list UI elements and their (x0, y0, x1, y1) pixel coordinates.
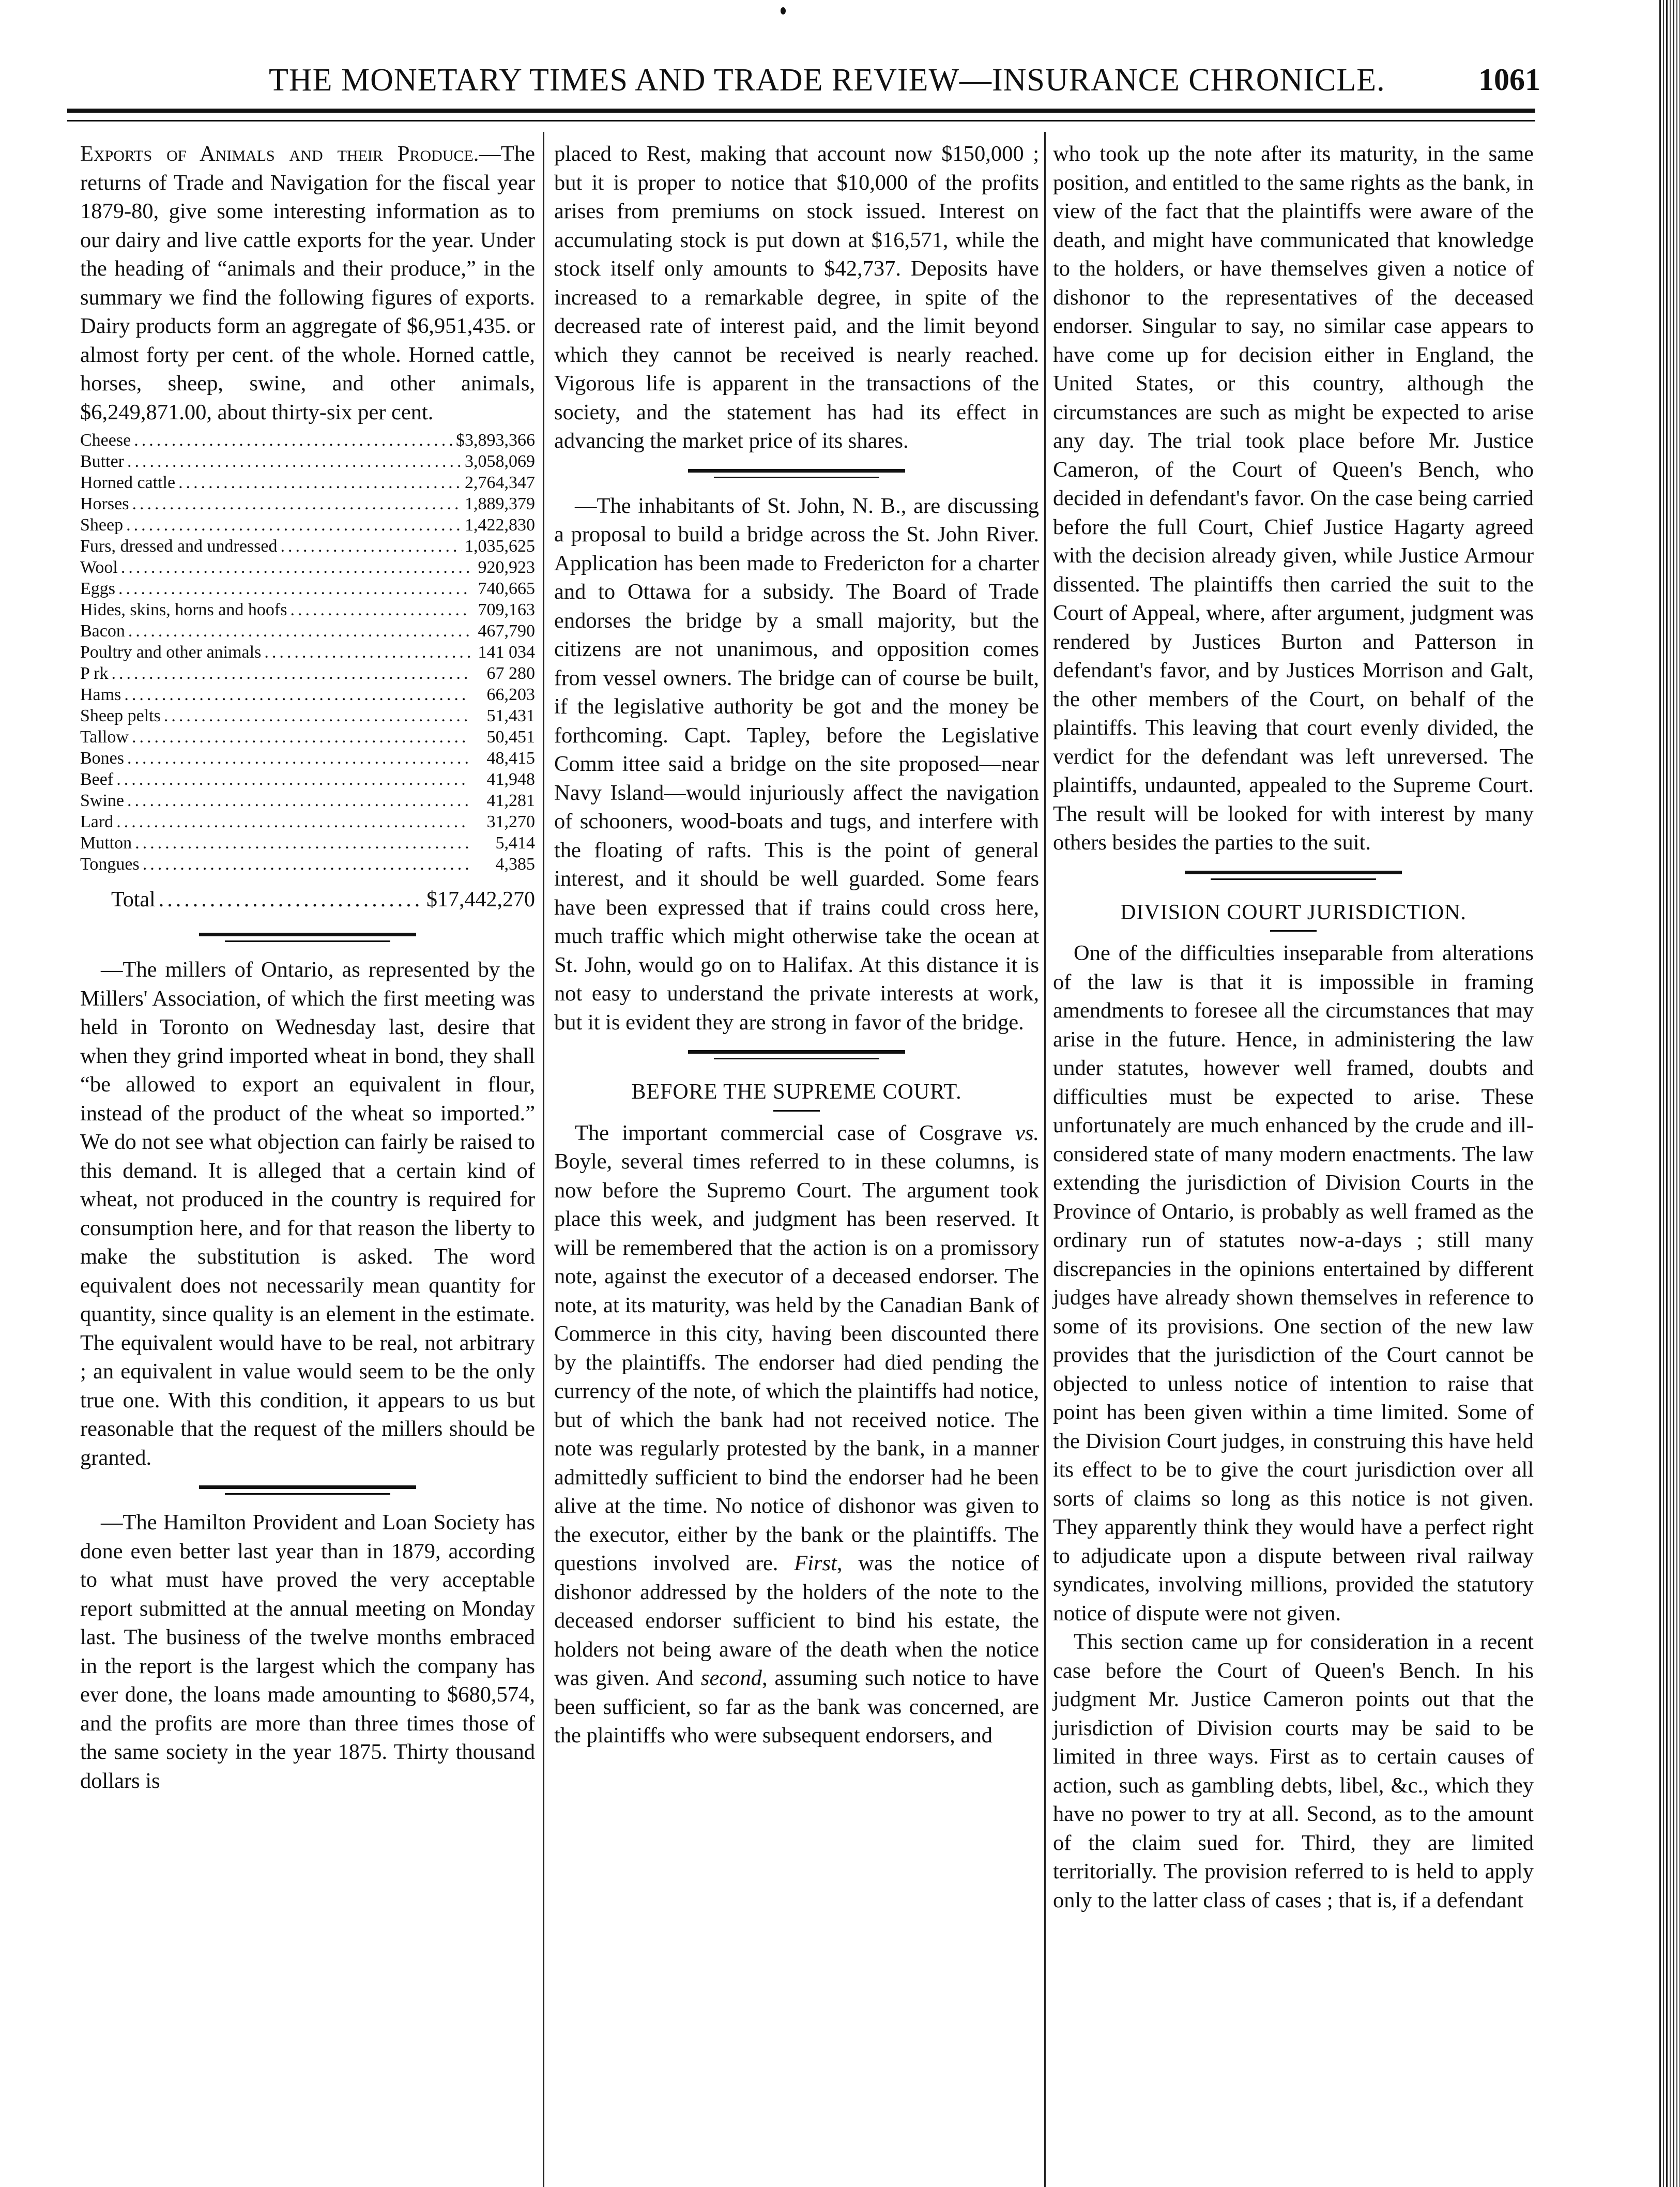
export-label: Lard (80, 812, 114, 831)
exports-lead: Exports of Animals and their Produce. (80, 142, 479, 166)
table-row (80, 493, 535, 514)
table-row (80, 620, 535, 642)
export-label: Horned cattle (80, 473, 176, 492)
export-label: Bones (80, 749, 124, 768)
export-label: Swine (80, 791, 124, 810)
total-value: $17,442,270 (426, 888, 535, 912)
export-value: $3,893,366 (456, 431, 535, 450)
header-rule-thin (67, 120, 1535, 122)
supreme-court-article-continued: who took up the note after its maturity, in the same position, and entitled to the same rights as the bank, in view of the fact that the plaintiffs were aware of the death, and might have communicated that knowledge to the holders, or have themselves given a notice of dishonor to the representatives of the deceased endorser. Singular to say, no similar case appears to have come up for decision either in England, the United States, or this country, although the circumstances are such as might be expected to arise any day. The trial took place before Mr. Justice Cameron, of the Court of Queen's Bench, who decided in defendant's favor. On the case being carried before the full Court, Chief Justice Hagarty agreed with the decision already given, while Justice Armour dissented. The plaintiffs then carried the suit to the Court of Appeal, where, after argument, judgment was rendered by Justices Burton and Patterson in defendant's favor, and by Justices Morrison and Galt, the other members of the Court, on behalf of the plaintiffs. This leaving that court evenly divided, the verdict for the defendant was left unreversed. The plaintiffs, undaunted, appealed to the Supreme Court. The result will be looked for with interest by many others besides the parties to the suit. (1053, 142, 1534, 855)
export-label: Hides, skins, horns and hoofs (80, 600, 287, 619)
table-row (80, 854, 535, 875)
export-value: 920,923 (478, 558, 535, 577)
export-value: 31,270 (486, 812, 535, 831)
export-label: Eggs (80, 579, 115, 598)
division-court-paragraph: One of the difficulties inseparable from alterations of the law is that it is impossible in framing amendments to foresee all the circumstances that may arise in the future. Hence, in administering the law under statutes, however well framed, doubts and difficulties must be expected to arise. These unfortunately are much enhanced by the crude and ill-considered state of many modern enactments. The law extending the jurisdiction of Division Courts in the Province of Ontario, is probably as well framed as the ordinary run of statutes now-a-days ; still many discrepancies in the opinions entertained by different judges have already shown themselves in reference to some of its provisions. One section of the new law provides that the jurisdiction of the Court cannot be objected to unless notice of intention to raise that point has been given within a time limited. Some of the Division Court judges, in construing this have held its effect to be to give the court jurisdiction over all sorts of claims so long as this notice is not given. They apparently think they would have a perfect right to adjudicate upon a dispute between rival railway syndicates, involving millions, provided the statutory notice of dispute were not given. (1053, 941, 1534, 1626)
millers-article: —The millers of Ontario, as represented by the Millers' Association, of which the first meeting was held in Toronto on Wednesday last, desire that when they grind imported wheat in bond, they shall “be allowed to export an equivalent in flour, instead of the product of the wheat so imported.” We do not see what objection can fairly be raised to this demand. It is alleged that a certain kind of wheat, not produced in the country is required for consumption here, and for that reason the liberty to make the substitution is asked. The word equivalent does not necessarily mean quantity for quantity, since quality is an element in the estimate. The equivalent would have to be real, not arbitrary ; an equivalent in value would seem to be the only true one. With this condition, it appears to us but reasonable that the request of the millers should be granted. (80, 958, 535, 1470)
exports-table (80, 430, 535, 913)
export-value: 1,035,625 (465, 537, 535, 556)
export-label: Furs, dressed and undressed (80, 537, 278, 556)
table-row (80, 557, 535, 578)
column-divider-2 (1044, 132, 1046, 2187)
text-run: , was the notice of dishonor addressed by the holders of the note to the deceased endorser sufficient to bind his estate, the holders not being aware of the death when the notice was given. And (554, 1551, 1039, 1690)
column-3 (1053, 140, 1534, 1915)
export-value: 5,414 (495, 833, 535, 853)
table-row (80, 705, 535, 726)
text-run: vs. (1015, 1120, 1039, 1145)
export-value: 48,415 (486, 749, 535, 768)
table-row (80, 790, 535, 811)
column-2 (554, 140, 1039, 1750)
export-value: 467,790 (478, 621, 535, 641)
ink-speck (781, 7, 786, 14)
section-heading: BEFORE THE SUPREME COURT. (631, 1080, 962, 1104)
supreme-court-article (554, 1119, 1039, 1750)
export-label: Poultry and other animals (80, 643, 262, 662)
export-value: 141 034 (478, 643, 535, 662)
table-row (80, 578, 535, 599)
section-heading: DIVISION COURT JURISDICTION. (1120, 900, 1467, 924)
journal-title: THE MONETARY TIMES AND TRADE REVIEW—INSURANCE CHRONICLE. (269, 63, 1385, 98)
exports-total-row (80, 886, 535, 913)
export-value: 740,665 (478, 579, 535, 598)
table-row (80, 430, 535, 451)
text-run: The important commercial case of Cosgrave (575, 1120, 1015, 1145)
heading-rule (1270, 930, 1317, 932)
export-label: Sheep (80, 515, 124, 535)
section-separator (554, 455, 1039, 492)
export-label: Wool (80, 558, 118, 577)
text-run: , assuming such notice to have been sufficient, so far as the bank was concerned, are the plaintiffs who were subsequent endorsers, and (554, 1666, 1039, 1748)
text-run: second (700, 1666, 762, 1690)
text-run: Boyle, several times referred to in these columns, is now before the Supremo Court. The argument took place this week, and judgment has been reserved. It will be remembered that the action is on a promissory note, against the executor of a deceased endorser. The note, at its maturity, was held by the Canadian Bank of Commerce in this city, having been discounted there by the plaintiffs. The endorser had died pending the currency of the note, of which the plaintiffs had notice, but of which the bank had not received notice. The note was regularly protested by the bank, in a manner admittedly sufficient to bind the endorser had he been alive at the time. No notice of dishonor was given to the executor, either by the bank or the plaintiffs. The questions involved are. (554, 1149, 1039, 1575)
table-row (80, 451, 535, 472)
export-value: 67 280 (486, 664, 535, 683)
export-value: 41,281 (486, 791, 535, 810)
column-divider-1 (543, 132, 544, 2187)
export-label: Butter (80, 452, 124, 471)
table-row (80, 599, 535, 620)
export-value: 1,422,830 (465, 515, 535, 535)
export-label: Beef (80, 770, 114, 789)
export-label: Sheep pelts (80, 706, 161, 725)
table-row (80, 642, 535, 663)
table-row (80, 514, 535, 536)
table-row (80, 769, 535, 790)
total-label: Total (111, 888, 156, 912)
export-label: Hams (80, 685, 121, 704)
page-number: 1061 (1478, 63, 1540, 97)
export-value: 709,163 (478, 600, 535, 619)
header-rule-thick (67, 109, 1535, 113)
export-label: Horses (80, 494, 129, 513)
export-value: 1,889,379 (465, 494, 535, 513)
export-label: Cheese (80, 431, 131, 450)
section-separator (80, 1472, 535, 1508)
binding-edge (1659, 0, 1680, 2187)
export-label: Bacon (80, 621, 125, 641)
division-court-paragraph: This section came up for consideration in a recent case before the Court of Queen's Bench. In his judgment Mr. Justice Cameron points out that the jurisdiction of Division courts may be said to be limited in three ways. First as to certain causes of action, such as gambling debts, libel, &c., which they have no power to try at all. Second, as to the amount of the claim sued for. Third, they are limited territorially. The provision referred to is held to apply only to the latter class of cases ; that is, if a defendant (1053, 1630, 1534, 1912)
table-row (80, 536, 535, 557)
table-row (80, 472, 535, 493)
hamilton-article-continued: placed to Rest, making that account now $150,000 ; but it is proper to notice that $10,000 of the profits arises from premiums on stock issued. Interest on accumulating stock is put down at $16,571, while the stock itself only amounts to $42,737. Deposits have increased to a remarkable degree, in spite of the decreased rate of interest paid, and the limit beyond which they cannot be received is nearly reached. Vigorous life is apparent in the transactions of the society, and the statement has had its effect in advancing the market price of its shares. (554, 142, 1039, 453)
table-row (80, 748, 535, 769)
table-row (80, 726, 535, 748)
export-label: Tongues (80, 855, 140, 874)
export-label: Tallow (80, 727, 129, 747)
export-label: Mutton (80, 833, 132, 853)
section-separator (80, 919, 535, 955)
exports-body: —The returns of Trade and Navigation for the fiscal year 1879-80, give some interesting information as to our dairy and live cattle exports for the year. Under the heading of “animals and their produce,” in the summary we find the following figures of exports. Dairy products form an aggregate of $6,951,435. or almost forty per cent. of the whole. Horned cattle, horses, sheep, swine, and other animals, $6,249,871.00, about thirty-six per cent. (80, 142, 535, 424)
export-value: 3,058,069 (465, 452, 535, 471)
column-1 (80, 140, 535, 1795)
export-value: 66,203 (486, 685, 535, 704)
table-row (80, 663, 535, 684)
export-value: 2,764,347 (465, 473, 535, 492)
export-value: 4,385 (495, 855, 535, 874)
export-label: P rk (80, 664, 109, 683)
section-separator (554, 1037, 1039, 1073)
section-separator (1053, 857, 1534, 893)
exports-article (80, 140, 535, 427)
export-value: 50,451 (486, 727, 535, 747)
table-row (80, 832, 535, 854)
export-value: 51,431 (486, 706, 535, 725)
hamilton-article: —The Hamilton Provident and Loan Society has done even better last year than in 1879, according to what must have proved the very acceptable report submitted at the annual meeting on Monday last. The business of the twelve months embraced in the report is the largest which the company has ever done, the loans made amounting to $680,574, and the profits are more than three times those of the same society in the year 1875. Thirty thousand dollars is (80, 1510, 535, 1793)
st-john-article: —The inhabitants of St. John, N. B., are discussing a proposal to build a bridge across the St. John River. Application has been made to Fredericton for a charter and to Ottawa for a subsidy. The Board of Trade endorses the bridge by a small majority, but the citizens are not unanimous, and opposition comes from vessel owners. The bridge can of course be built, if the legislative authority be got and the money be forthcoming. Capt. Tapley, before the Legislative Comm ittee said a bridge on the site proposed—near Navy Island—would injuriously affect the navigation of schooners, wood-boats and tugs, and interfere with the floating of rafts. This is the point of general interest, and it should be well guarded. Some fears have been expressed that if trains could cross here, much traffic which might otherwise take the ocean at St. John, would go on to Halifax. At this distance it is not easy to understand the private interests at work, but it is evident they are strong in favor of the bridge. (554, 493, 1039, 1035)
heading-rule (773, 1110, 820, 1112)
export-value: 41,948 (486, 770, 535, 789)
table-row (80, 684, 535, 705)
table-row (80, 811, 535, 832)
text-run: First (794, 1551, 837, 1575)
